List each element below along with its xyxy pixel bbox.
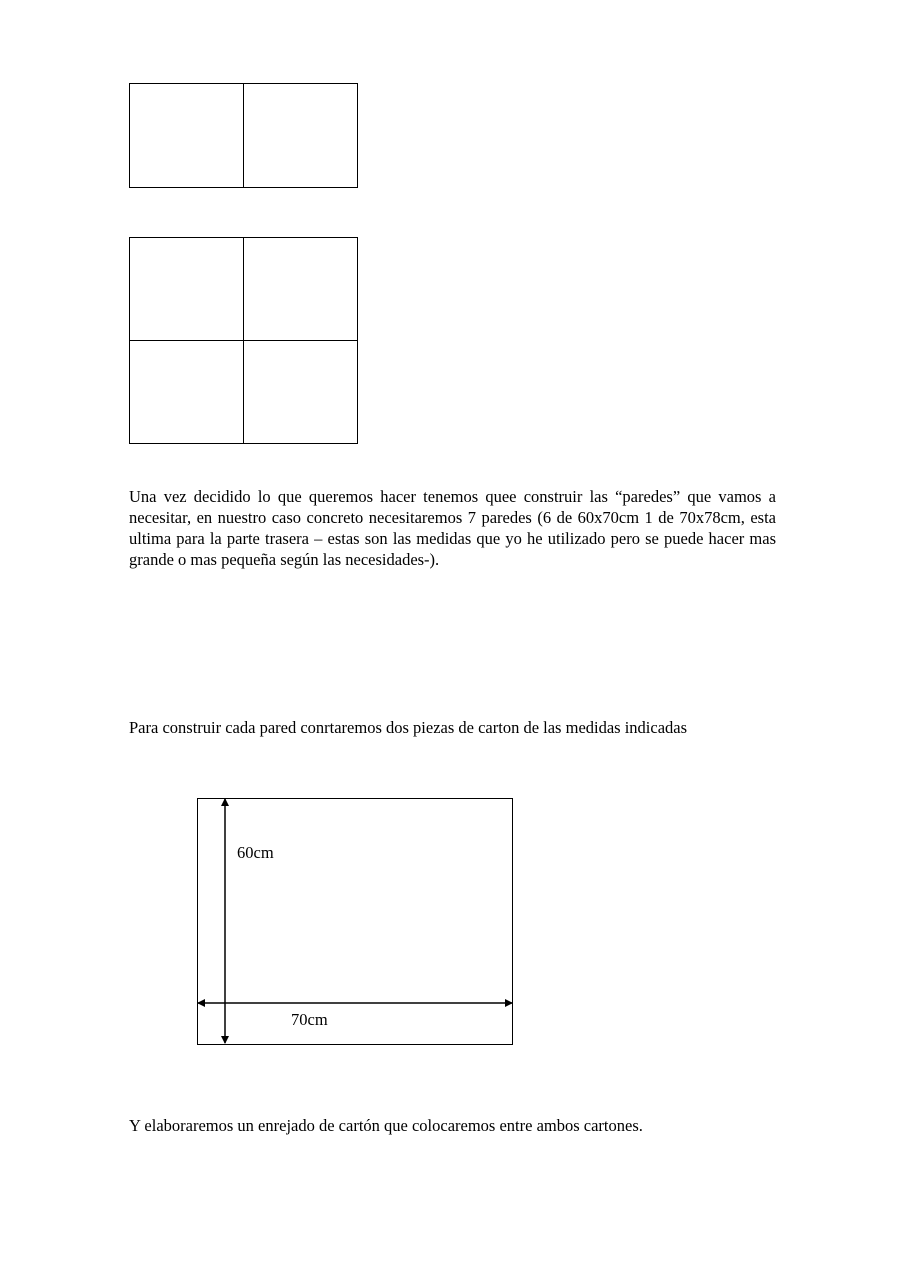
width-dimension-label: 70cm	[291, 1010, 328, 1029]
lattice-paragraph: Y elaboraremos un enrejado de cartón que colocaremos entre ambos cartones.	[129, 1116, 643, 1135]
construction-paragraph: Para construir cada pared conrtaremos dos piezas de carton de las medidas indicadas	[129, 718, 688, 737]
height-dimension-label: 60cm	[237, 843, 274, 862]
cardboard-dimension-diagram	[190, 790, 520, 1052]
cardboard-piece-outline	[198, 799, 513, 1045]
wall-grid-2x2	[129, 237, 358, 444]
grid-divider-vertical	[243, 84, 244, 187]
grid-divider-horizontal	[130, 340, 357, 341]
wall-grid-1x2	[129, 83, 358, 188]
intro-paragraph: Una vez decidido lo que queremos hacer tenemos quee construir las “paredes” que vamos a necesitar, en nuestro caso concreto necesitaremos 7 paredes (6 de 60x70cm 1 de 70x78cm, esta ultima para la parte trasera – estas son las medidas que yo he utilizado pero se puede hacer mas grande o mas pequeña según las necesidades-).	[129, 487, 776, 569]
